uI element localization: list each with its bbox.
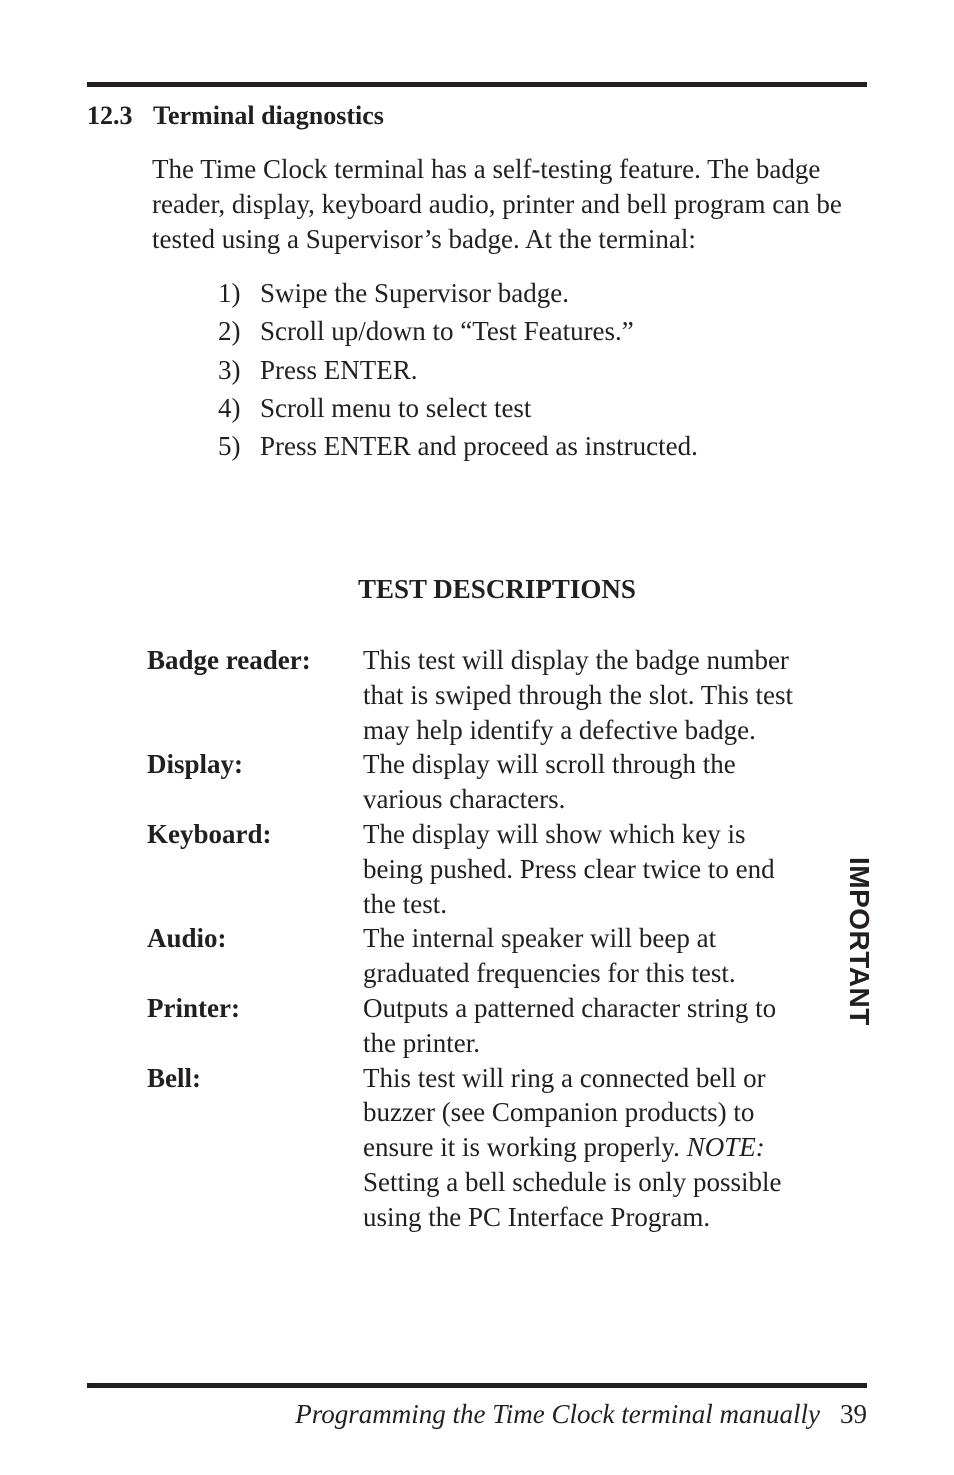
term-display: Display: [147, 749, 244, 780]
test-descriptions-title: TEST DESCRIPTIONS [358, 574, 636, 604]
step-item [218, 351, 698, 389]
term-printer: Printer: [147, 992, 240, 1023]
step-item [218, 274, 698, 312]
description-row [147, 817, 827, 921]
description-badge-reader: This test will display the badge number that is swiped through the slot. This test may help identify a defective badge. [363, 645, 793, 745]
description-audio: The internal speaker will beep at graduated frequencies for this test. [363, 923, 736, 989]
description-row [147, 1061, 827, 1235]
step-item [218, 427, 698, 465]
step-text: Scroll menu to select test [260, 392, 532, 423]
term-bell: Bell: [147, 1062, 201, 1093]
term-audio: Audio: [147, 923, 227, 954]
step-text: Press ENTER. [260, 354, 418, 385]
step-number: 1) [218, 278, 241, 308]
steps-list [218, 274, 698, 465]
step-text: Scroll up/down to “Test Features.” [260, 316, 634, 347]
step-text: Swipe the Supervisor badge. [260, 278, 569, 308]
description-row [147, 747, 827, 817]
test-descriptions-list [147, 643, 827, 1235]
page-number: 39 [840, 1399, 867, 1429]
step-number: 2) [218, 316, 241, 347]
description-row [147, 921, 827, 991]
step-text: Press ENTER and proceed as instructed. [260, 431, 698, 462]
footer-title: Programming the Time Clock terminal manually [295, 1399, 820, 1429]
bottom-rule [87, 1383, 867, 1388]
step-item [218, 389, 698, 427]
section-number: 12.3 [87, 101, 133, 130]
important-side-tab [842, 857, 876, 1027]
term-keyboard: Keyboard: [147, 818, 272, 849]
section-title: Terminal diagnostics [153, 101, 384, 130]
description-display: The display will scroll through the various characters. [363, 749, 736, 815]
description-bell-container [363, 1061, 808, 1235]
intro-paragraph: The Time Clock terminal has a self-testing feature. The badge reader, display, keyboard audio, printer and bell program can be tested using a Supervisor’s badge. At the terminal: [152, 154, 842, 254]
step-number: 4) [218, 392, 241, 423]
step-number: 3) [218, 354, 241, 385]
page-footer [295, 1399, 867, 1430]
side-tab-label: IMPORTANT [844, 857, 875, 1026]
description-row [147, 991, 827, 1061]
top-rule [87, 82, 867, 87]
description-row [147, 643, 827, 747]
note-text: Setting a bell schedule is only possible using the PC Interface Program. [363, 1166, 782, 1232]
description-printer: Outputs a patterned character string to the printer. [363, 992, 777, 1058]
description-keyboard: The display will show which key is being pushed. Press clear twice to end the test. [363, 818, 775, 919]
term-badge-reader: Badge reader: [147, 645, 311, 675]
step-number: 5) [218, 431, 241, 462]
step-item [218, 312, 698, 350]
section-heading [87, 101, 384, 131]
note-label: NOTE: [686, 1132, 765, 1163]
description-bell: This test will ring a connected bell or buzzer (see Companion products) to ensure it is working properly. [363, 1062, 766, 1163]
